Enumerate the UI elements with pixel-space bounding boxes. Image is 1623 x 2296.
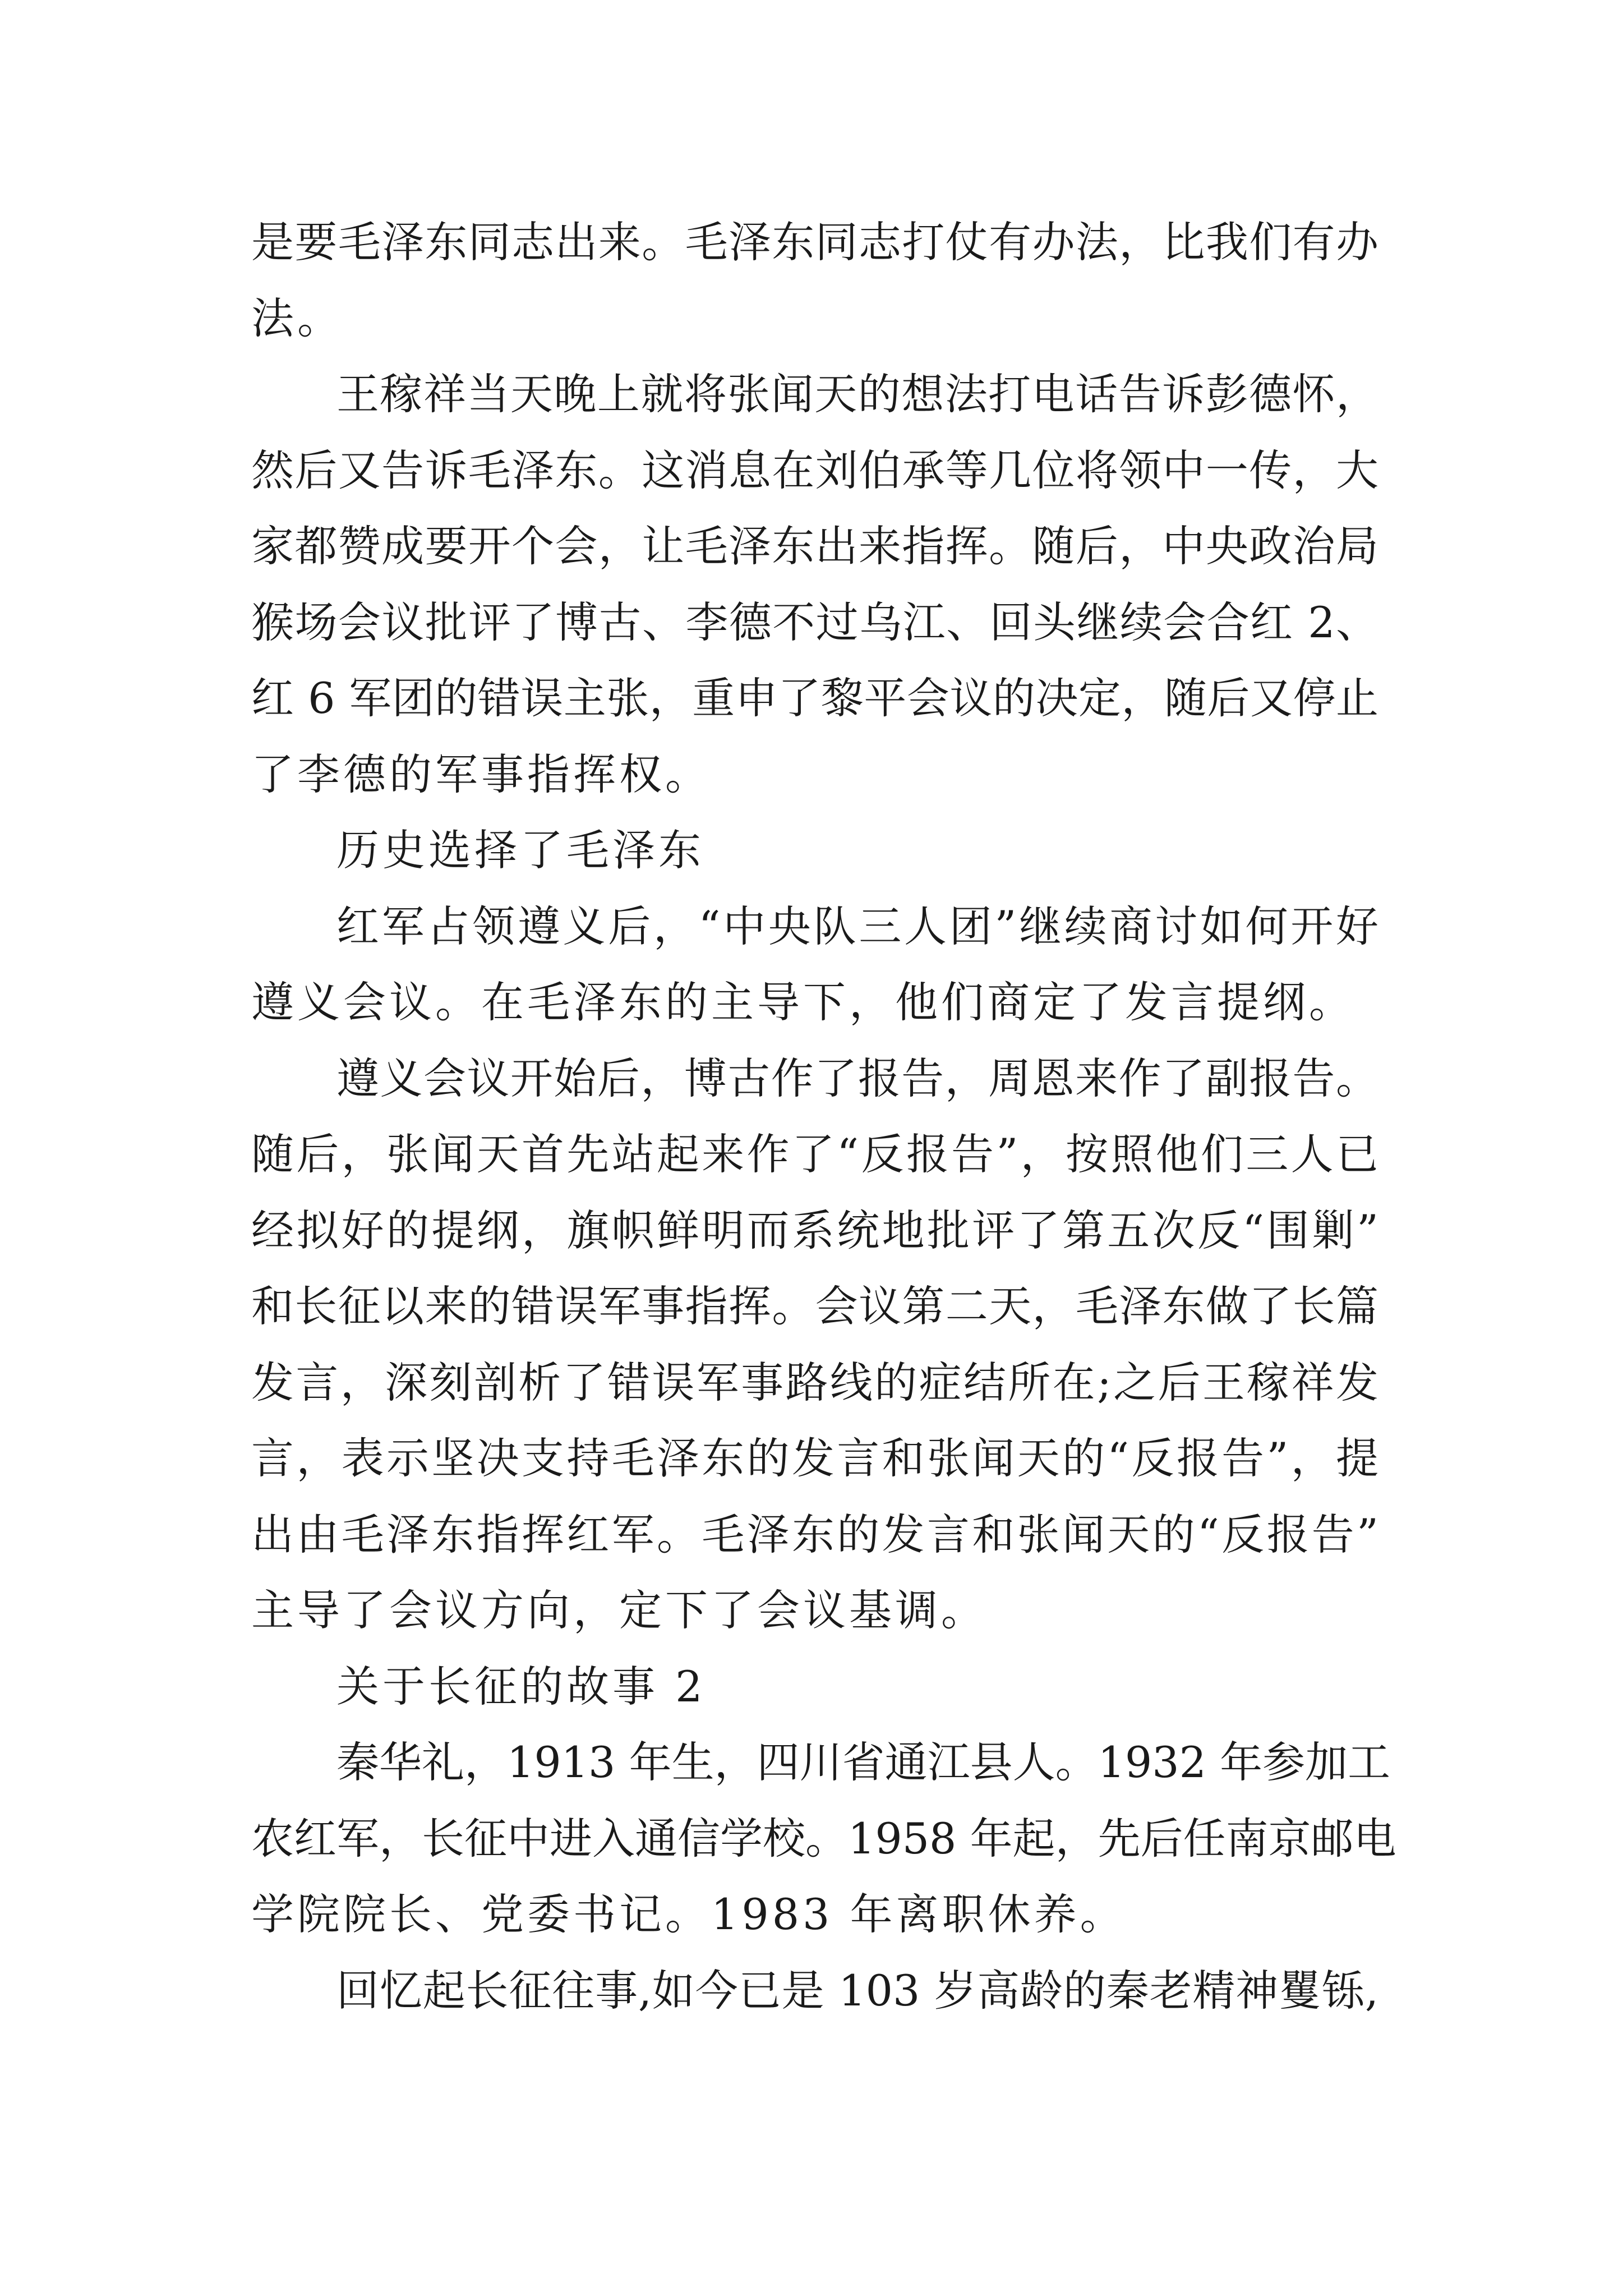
text-line: 红 6 军团的错误主张，重申了黎平会议的决定，随后又停止 [251,673,1378,723]
text-line: 农红军，长征中进入通信学校。1958 年起，先后任南京邮电 [251,1814,1396,1864]
text-line: 随后，张闻天首先站起来作了“反报告”，按照他们三人已 [251,1129,1378,1179]
text-line: 发言，深刻剖析了错误军事路线的症结所在;之后王稼祥发 [251,1358,1378,1407]
text-line: 和长征以来的错误军事指挥。会议第二天，毛泽东做了长篇 [251,1281,1378,1331]
text-line: 是要毛泽东同志出来。毛泽东同志打仗有办法，比我们有办 [251,217,1378,267]
text-line: 主导了会议方向，定下了会议基调。 [251,1585,987,1635]
text-line: 遵义会议。在毛泽东的主导下，他们商定了发言提纲。 [251,977,1355,1027]
text-line: 法。 [251,293,343,343]
text-line: 出由毛泽东指挥红军。毛泽东的发言和张闻天的“反报告” [251,1510,1378,1559]
text-line: 然后又告诉毛泽东。这消息在刘伯承等几位将领中一传，大 [251,445,1378,495]
text-line: 学院院长、党委书记。1983 年离职休养。 [251,1889,1126,1939]
text-line: 猴场会议批评了博古、李德不过乌江、回头继续会合红 2、 [251,597,1378,647]
text-line: 回忆起长征往事,如今已是 103 岁高龄的秦老精神矍铄, [336,1966,1378,2016]
section-heading: 历史选择了毛泽东 [336,825,704,875]
text-line: 红军占领遵义后，“中央队三人团”继续商讨如何开好 [336,901,1378,951]
text-line: 经拟好的提纲，旗帜鲜明而系统地批评了第五次反“围剿” [251,1205,1378,1255]
text-line: 家都赞成要开个会，让毛泽东出来指挥。随后，中央政治局 [251,521,1378,571]
section-heading: 关于长征的故事 2 [336,1662,706,1711]
text-line: 王稼祥当天晚上就将张闻天的想法打电话告诉彭德怀， [336,369,1378,419]
text-line: 秦华礼，1913 年生，四川省通江县人。1932 年参加工 [336,1737,1391,1787]
text-line: 了李德的军事指挥权。 [251,749,711,799]
text-line: 遵义会议开始后，博古作了报告，周恩来作了副报告。 [336,1053,1378,1103]
text-line: 言，表示坚决支持毛泽东的发言和张闻天的“反报告”，提 [251,1433,1378,1483]
